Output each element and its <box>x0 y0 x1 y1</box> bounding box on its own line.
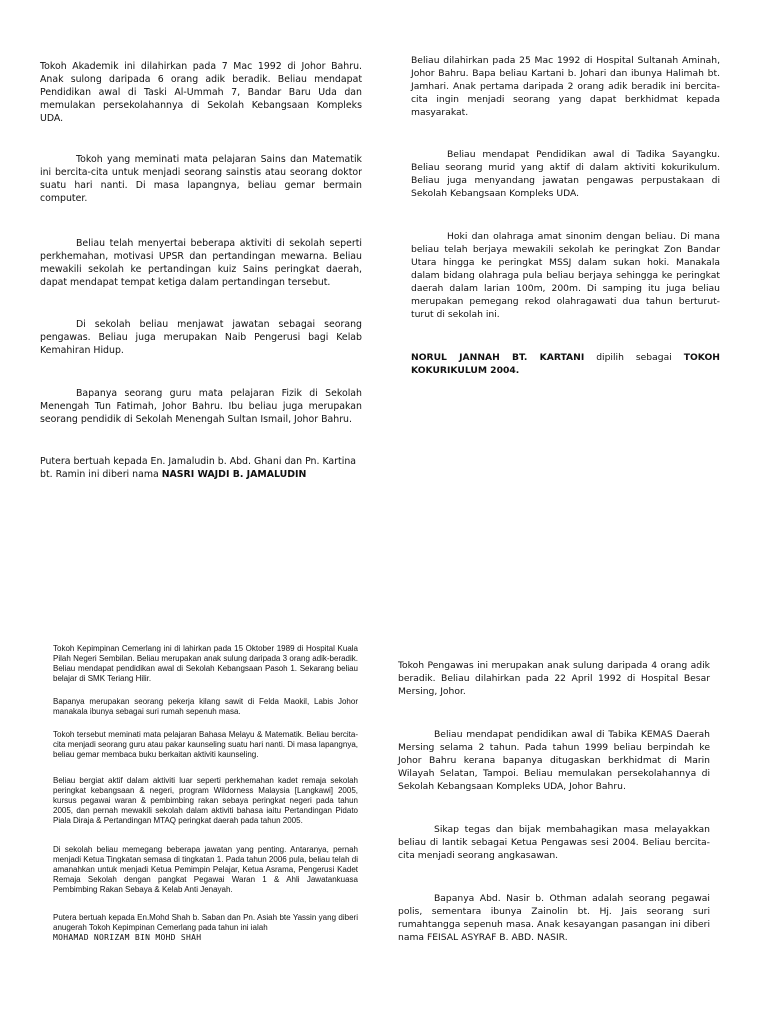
leadership-awardee-name: MOHAMAD NORIZAM BIN MOHD SHAH <box>53 933 202 942</box>
academic-awardee-name: NASRI WAJDI B. JAMALUDIN <box>161 469 307 480</box>
leadership-paragraph-5: Di sekolah beliau memegang beberapa jawatan yang penting. Antaranya, pernah menjadi Ketua Tingkatan semasa di tingkatan 1. Pada tahun 2006 pula, beliau telah di amanahkan untuk menjadi Ketua Pemimpin Pelajar, Ketua Asrama, Pengerusi Kadet Remaja Sekolah dengan pangkat Pegawai Waran 1 & Ahli Jawatankuasa Pembimbing Rakan Sebaya & Kelab Anti Jenayah. <box>53 845 358 894</box>
cocurricular-closing-text: dipilih sebagai <box>584 352 684 363</box>
academic-paragraph-4: Di sekolah beliau menjawat jawatan sebagai seorang pengawas. Beliau juga merupakan Naib Pengerusi bagi Kelab Kemahiran Hidup. <box>40 319 362 356</box>
profile-leadership-section <box>53 644 358 943</box>
cocurricular-paragraph-3: Hoki dan olahraga amat sinonim dengan beliau. Di mana beliau telah berjaya mewakili sekolah ke peringkat Zon Bandar Utara hingga ke peringkat MSSJ dalam sukan hoki. Manakala dalam bidang olahraga pula beliau berjaya sehingga ke peringkat daerah dalam larian 100m, 200m. Di samping itu juga beliau merupakan pemegang rekod olahragawati dua tahun berturut-turut di sekolah ini. <box>411 231 720 320</box>
academic-closing <box>40 455 362 481</box>
academic-paragraph-2: Tokoh yang meminati mata pelajaran Sains dan Matematik ini bercita-cita untuk menjadi seorang sainstis atau seorang doktor suatu hari nanti. Di masa lapangnya, beliau gemar bermain computer. <box>40 154 362 204</box>
leadership-paragraph-2: Bapanya merupakan seorang pekerja kilang sawit di Felda Maokil, Labis Johor manakala ibunya sebagai suri rumah sepenuh masa. <box>53 697 358 716</box>
academic-paragraph-3: Beliau telah menyertai beberapa aktiviti di sekolah seperti perkhemahan, motivasi UPSR dan pertandingan mewarna. Beliau mewakili sekolah ke pertandingan kuiz Sains peringkat daerah, dapat mendapat tempat ketiga dalam pertandingan tersebut. <box>40 238 362 288</box>
leadership-paragraph-3: Tokoh tersebut meminati mata pelajaran Bahasa Melayu & Matematik. Beliau bercita-cita menjadi seorang guru atau pakar kaunseling suatu hari nanti. Di masa lapangnya, beliau gemar membaca buku berkaitan aktiviti kaunseling. <box>53 730 358 759</box>
profile-cocurricular-section <box>411 54 720 377</box>
cocurricular-paragraph-1: Beliau dilahirkan pada 25 Mac 1992 di Hospital Sultanah Aminah, Johor Bahru. Bapa beliau Kartani b. Johari dan ibunya Halimah bt. Jamhari. Anak pertama daripada 2 orang adik beradik ini bercita-cita ingin menjadi seorang yang dapat berkhidmat kepada masyarakat. <box>411 55 720 118</box>
cocurricular-award-title: TOKOH KOKURIKULUM 2004. <box>411 352 721 376</box>
prefect-paragraph-1: Tokoh Pengawas ini merupakan anak sulung daripada 4 orang adik beradik. Beliau dilahirkan pada 22 April 1992 di Hospital Besar Mersing, Johor. <box>398 660 710 697</box>
prefect-paragraph-4: Bapanya Abd. Nasir b. Othman adalah seorang pegawai polis, sementara ibunya Zainolin bt. Hj. Jais seorang suri rumahtangga sepenuh masa. Anak kesayangan pasangan ini diberi nama FEISAL ASYRAF B. ABD. NASIR. <box>398 893 710 943</box>
academic-paragraph-5: Bapanya seorang guru mata pelajaran Fizik di Sekolah Menengah Tun Fatimah, Johor Bahru. Ibu beliau juga merupakan seorang pendidik di Sekolah Menengah Sultan Ismail, Johor Bahru. <box>40 388 362 425</box>
cocurricular-paragraph-2: Beliau mendapat Pendidikan awal di Tadika Sayangku. Beliau seorang murid yang aktif di dalam aktiviti kokurikulum. Beliau juga menyandang jawatan pengawas perpustakaan di Sekolah Kebangsaan Kompleks UDA. <box>411 149 720 199</box>
profile-academic-section <box>40 60 362 481</box>
profile-prefect-section <box>398 659 710 944</box>
cocurricular-awardee-name: NORUL JANNAH BT. KARTANI <box>411 352 585 363</box>
prefect-paragraph-2: Beliau mendapat pendidikan awal di Tabika KEMAS Daerah Mersing selama 2 tahun. Pada tahun 1999 beliau berpindah ke Johor Bahru kerana bapanya ditugaskan berkhidmat di Marin Wilayah Selatan, Tampoi. Beliau memulakan persekolahannya di Sekolah Kebangsaan Kompleks UDA, Johor Bahru. <box>398 729 710 792</box>
prefect-paragraph-3: Sikap tegas dan bijak membahagikan masa melayakkan beliau di lantik sebagai Ketua Pengawas sesi 2004. Beliau bercita-cita menjadi seorang angkasawan. <box>398 824 710 861</box>
academic-closing-text: Putera bertuah kepada En. Jamaludin b. Abd. Ghani dan Pn. Kartina bt. Ramin ini diberi nama <box>40 456 357 480</box>
leadership-paragraph-4: Beliau bergiat aktif dalam aktiviti luar seperti perkhemahan kadet remaja sekolah peringkat kebangsaan & negeri, program Wildorness Malaysia [Langkawi] 2005, kursus pegawai waran & pembimbing rakan sebaya peringkat negeri pada tahun 2005, dan pernah mewakili sekolah dalam aktiviti bahasa iaitu Pertandingan Pidato Piala Diraja & Pertandingan MTAQ peringkat daerah pada tahun 2005. <box>53 776 358 825</box>
leadership-paragraph-1: Tokoh Kepimpinan Cemerlang ini di lahirkan pada 15 Oktober 1989 di Hospital Kuala Pilah Negeri Sembilan. Beliau merupakan anak sulung daripada 3 orang adik-beradik. Beliau mendapat pendidikan awal di Sekolah Kebangsaan Pasoh 1. Sekarang beliau belajar di SMK Teriang Hilir. <box>53 644 358 683</box>
cocurricular-closing <box>411 351 720 377</box>
academic-paragraph-1: Tokoh Akademik ini dilahirkan pada 7 Mac 1992 di Johor Bahru. Anak sulong daripada 6 orang adik beradik. Beliau mendapat Pendidikan awal di Taski Al-Ummah 7, Bandar Baru Uda dan memulakan persekolahannya di Sekolah Kebangsaan Kompleks UDA. <box>40 61 362 124</box>
leadership-closing: Putera bertuah kepada En.Mohd Shah b. Saban dan Pn. Asiah bte Yassin yang diberi anugerah Tokoh Kepimpinan Cemerlang pada tahun ini ialah <box>53 913 358 932</box>
